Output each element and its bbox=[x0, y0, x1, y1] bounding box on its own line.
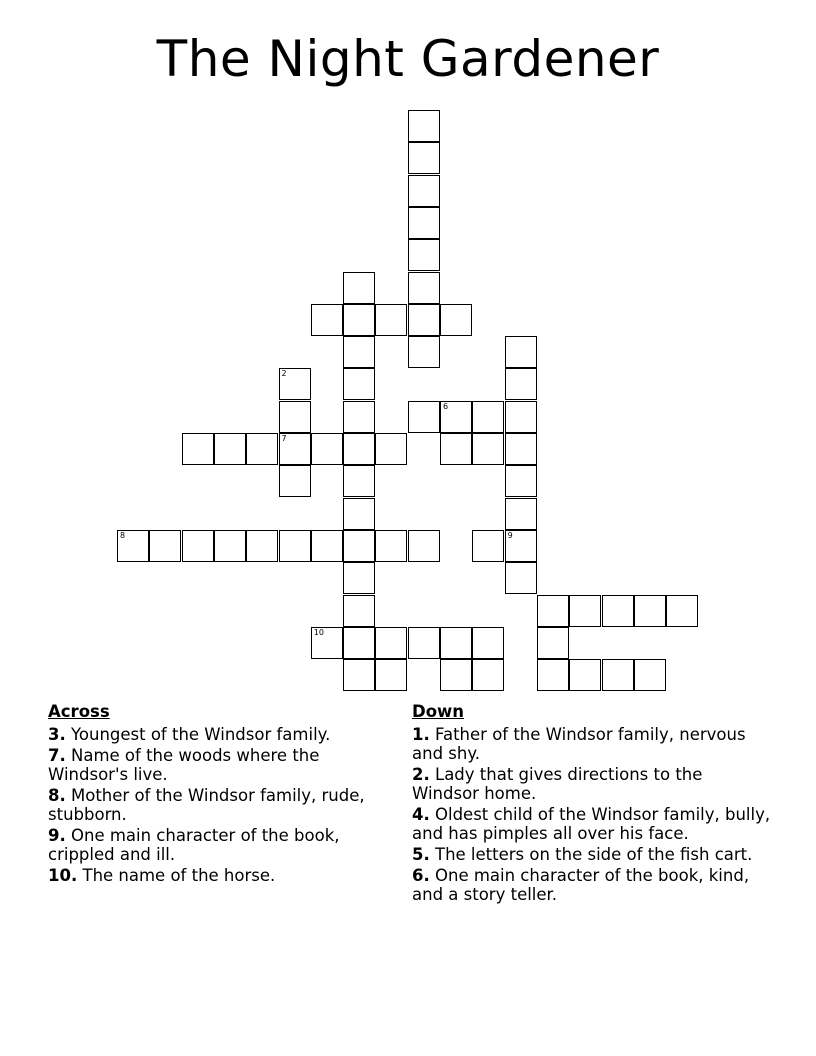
grid-cell[interactable] bbox=[375, 627, 407, 659]
grid-cell[interactable] bbox=[279, 368, 311, 400]
grid-cell[interactable] bbox=[505, 465, 537, 497]
grid-cell[interactable] bbox=[634, 659, 666, 691]
grid-cell[interactable] bbox=[505, 498, 537, 530]
clue-number: 9 bbox=[507, 530, 513, 540]
across-clues bbox=[48, 702, 378, 887]
grid-cell[interactable] bbox=[440, 627, 472, 659]
grid-cell[interactable] bbox=[214, 433, 246, 465]
grid-cell[interactable] bbox=[149, 530, 181, 562]
grid-cell[interactable] bbox=[375, 304, 407, 336]
grid-cell[interactable] bbox=[408, 110, 440, 142]
grid-cell[interactable] bbox=[505, 368, 537, 400]
grid-cell[interactable] bbox=[343, 562, 375, 594]
down-heading: Down bbox=[412, 702, 465, 721]
down-clues bbox=[412, 702, 772, 906]
grid-cell[interactable] bbox=[343, 498, 375, 530]
grid-cell[interactable] bbox=[537, 627, 569, 659]
grid-cell[interactable] bbox=[472, 530, 504, 562]
grid-cell[interactable] bbox=[311, 433, 343, 465]
clue-down-5: 5. The letters on the side of the fish cart. bbox=[412, 845, 753, 864]
puzzle-title: The Night Gardener bbox=[156, 30, 660, 88]
across-heading: Across bbox=[48, 702, 110, 721]
grid-cell[interactable] bbox=[472, 659, 504, 691]
grid-cell[interactable] bbox=[279, 401, 311, 433]
grid-cell[interactable] bbox=[472, 433, 504, 465]
grid-cell[interactable] bbox=[343, 627, 375, 659]
grid-cell[interactable] bbox=[311, 627, 343, 659]
clue-number: 8 bbox=[120, 530, 126, 540]
grid-cell[interactable] bbox=[408, 336, 440, 368]
grid-cell[interactable] bbox=[375, 530, 407, 562]
grid-cell[interactable] bbox=[408, 401, 440, 433]
clue-down-4: 4. Oldest child of the Windsor family, bully, and has pimples all over his face. bbox=[412, 805, 771, 843]
grid-cell[interactable] bbox=[472, 627, 504, 659]
grid-cell[interactable] bbox=[537, 659, 569, 691]
grid-cell[interactable] bbox=[408, 304, 440, 336]
clue-across-8: 8. Mother of the Windsor family, rude, stubborn. bbox=[48, 786, 365, 824]
clue-across-7: 7. Name of the woods where the Windsor's live. bbox=[48, 746, 320, 784]
grid-cell[interactable] bbox=[343, 595, 375, 627]
grid-cell[interactable] bbox=[182, 433, 214, 465]
clue-down-6: 6. One main character of the book, kind, and a story teller. bbox=[412, 866, 750, 904]
grid-cell[interactable] bbox=[343, 401, 375, 433]
grid-cell[interactable] bbox=[440, 401, 472, 433]
grid-cell[interactable] bbox=[343, 272, 375, 304]
grid-cell[interactable] bbox=[602, 659, 634, 691]
clue-across-10: 10. The name of the horse. bbox=[48, 866, 276, 885]
clue-across-3: 3. Youngest of the Windsor family. bbox=[48, 725, 331, 744]
clue-number: 2 bbox=[281, 369, 287, 379]
grid-cell[interactable] bbox=[408, 272, 440, 304]
grid-cell[interactable] bbox=[375, 659, 407, 691]
grid-cell[interactable] bbox=[279, 530, 311, 562]
grid-cell[interactable] bbox=[117, 530, 149, 562]
clue-across-9: 9. One main character of the book, crippled and ill. bbox=[48, 826, 340, 864]
grid-cell[interactable] bbox=[440, 304, 472, 336]
grid-cell[interactable] bbox=[343, 530, 375, 562]
grid-cell[interactable] bbox=[246, 433, 278, 465]
clue-number: 7 bbox=[281, 434, 287, 443]
grid-cell[interactable] bbox=[472, 401, 504, 433]
grid-cell[interactable] bbox=[311, 530, 343, 562]
grid-cell[interactable] bbox=[343, 465, 375, 497]
grid-cell[interactable] bbox=[505, 562, 537, 594]
grid-cell[interactable] bbox=[666, 595, 698, 627]
grid-cell[interactable] bbox=[505, 401, 537, 433]
grid-cell[interactable] bbox=[602, 595, 634, 627]
grid-cell[interactable] bbox=[634, 595, 666, 627]
grid-cell[interactable] bbox=[375, 433, 407, 465]
grid-cell[interactable] bbox=[343, 368, 375, 400]
grid-cell[interactable] bbox=[343, 433, 375, 465]
grid-cell[interactable] bbox=[537, 595, 569, 627]
grid-cell[interactable] bbox=[505, 336, 537, 368]
clue-number: 10 bbox=[313, 627, 324, 637]
grid-cell[interactable] bbox=[440, 659, 472, 691]
grid-cell[interactable] bbox=[569, 595, 601, 627]
grid-cell[interactable] bbox=[569, 659, 601, 691]
grid-cell[interactable] bbox=[279, 433, 311, 465]
grid-cell[interactable] bbox=[343, 304, 375, 336]
grid-cell[interactable] bbox=[408, 207, 440, 239]
grid-cell[interactable] bbox=[246, 530, 278, 562]
clue-down-2: 2. Lady that gives directions to the Windsor home. bbox=[412, 765, 703, 803]
grid-cell[interactable] bbox=[343, 659, 375, 691]
grid-cell[interactable] bbox=[343, 336, 375, 368]
grid-cell[interactable] bbox=[408, 175, 440, 207]
grid-cell[interactable] bbox=[408, 627, 440, 659]
grid-cell[interactable] bbox=[214, 530, 246, 562]
grid-cell[interactable] bbox=[182, 530, 214, 562]
grid-cell[interactable] bbox=[279, 465, 311, 497]
grid-cell[interactable] bbox=[408, 239, 440, 271]
grid-cell[interactable] bbox=[311, 304, 343, 336]
grid-cell[interactable] bbox=[505, 433, 537, 465]
grid-cell[interactable] bbox=[408, 142, 440, 174]
clue-down-1: 1. Father of the Windsor family, nervous and shy. bbox=[412, 725, 746, 763]
grid-cell[interactable] bbox=[505, 530, 537, 562]
grid-cell[interactable] bbox=[408, 530, 440, 562]
grid-cell[interactable] bbox=[440, 433, 472, 465]
clue-number: 6 bbox=[443, 401, 449, 411]
